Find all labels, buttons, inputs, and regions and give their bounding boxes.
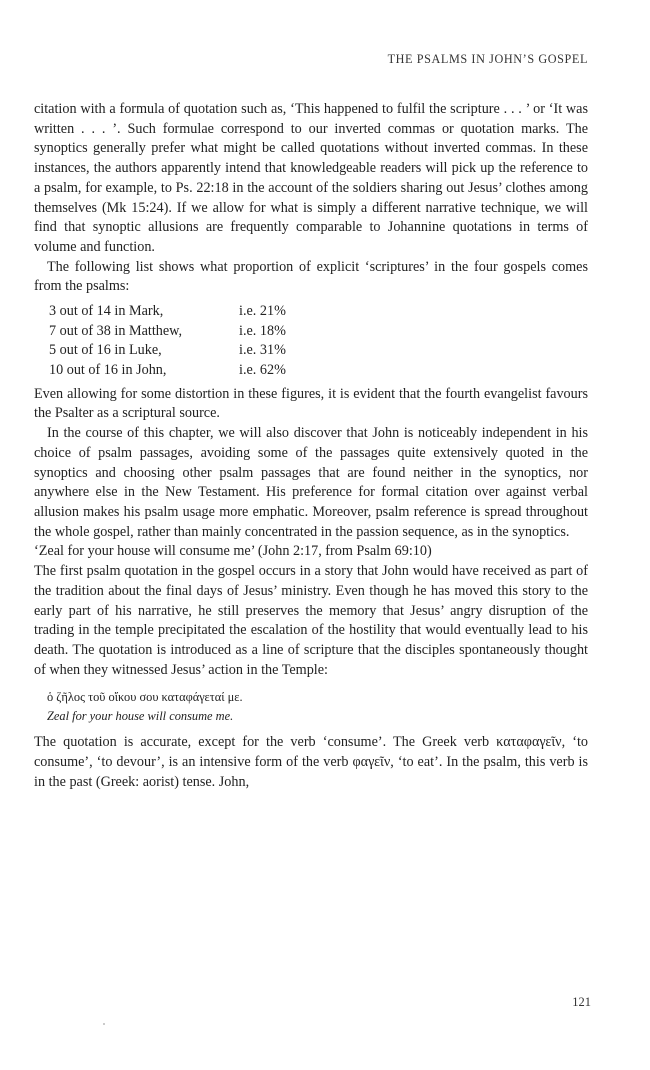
paragraph: The quotation is accurate, except for the verb ‘consume’. The Greek verb καταφαγεῖν, ‘to consume’, ‘to devour’, is an intensive form of the verb φαγεῖν, ‘to eat’. In the psalm, this verb is in the past (Greek: aorist) tense. John, [34,734,588,790]
stat-count: 7 out of 38 in Matthew, [49,322,183,339]
stat-count: 10 out of 16 in John, [49,362,167,379]
scan-speck [103,1023,105,1025]
paragraph: citation with a formula of quotation such as, ‘This happened to fulfil the scripture . . . ’ or ‘It was written . . . ’. Such formulae correspond to our inverted commas or quotation marks. The synoptics generally prefer what might be called quotations without inverted commas. In these instances, the authors apparently intend that knowledgeable readers will pick up the reference to a psalm, for example, to Ps. 22:18 in the account of the soldiers sharing out Jesus’ clothes among themselves (Mk 15:24). If we allow for what is simply a different narrative technique, we will find that synoptic allusions are frequently comparable to Johannine quotations in terms of volume and function. [34,101,588,255]
running-header: THE PSALMS IN JOHN’S GOSPEL [387,52,588,66]
psalm-statistics-list [49,302,588,381]
block-quotation [47,688,588,725]
stat-percent: i.e. 21% [239,303,286,320]
stat-count: 3 out of 14 in Mark, [49,303,164,320]
stat-percent: i.e. 31% [239,342,286,359]
paragraph: In the course of this chapter, we will also discover that John is noticeably independent in his choice of psalm passages, avoiding some of the passages quite extensively quoted in the synoptics and choosing other psalm passages that are found neither in the synoptics, nor anywhere else in the New Testament. His preference for formal citation over against verbal allusion makes his psalm usage more emphatic. Moreover, psalm reference is spread throughout the whole gospel, rather than mainly concentrated in the passion sequence, as in the synoptics. [34,425,588,540]
paragraph: The following list shows what proportion of explicit ‘scriptures’ in the four gospels comes from the psalms: [34,258,588,295]
stat-row [49,302,588,322]
stat-count: 5 out of 16 in Luke, [49,342,162,359]
english-quote: Zeal for your house will consume me. [47,708,234,723]
section-heading: ‘Zeal for your house will consume me’ (John 2:17, from Psalm 69:10) [34,543,432,560]
stat-row [49,361,588,381]
stat-row [49,322,588,342]
page-body [34,100,588,792]
stat-percent: i.e. 18% [239,322,286,339]
greek-quote: ὁ ζῆλος τοῦ οἴκου σου καταφάγεταί με. [47,690,243,705]
page-number: 121 [572,995,591,1009]
stat-row [49,341,588,361]
paragraph: Even allowing for some distortion in these figures, it is evident that the fourth evangelist favours the Psalter as a scriptural source. [34,385,588,422]
paragraph: The first psalm quotation in the gospel occurs in a story that John would have received as part of the tradition about the final days of Jesus’ ministry. Even though he has moved this story to the early part of his narrative, he still preserves the memory that Jesus’ angry disruption of the trading in the temple precipitated the escalation of the hostility that would eventually lead to his death. The quotation is introduced as a line of scripture that the disciples spontaneously thought of when they witnessed Jesus’ action in the Temple: [34,563,588,678]
stat-percent: i.e. 62% [239,362,286,379]
